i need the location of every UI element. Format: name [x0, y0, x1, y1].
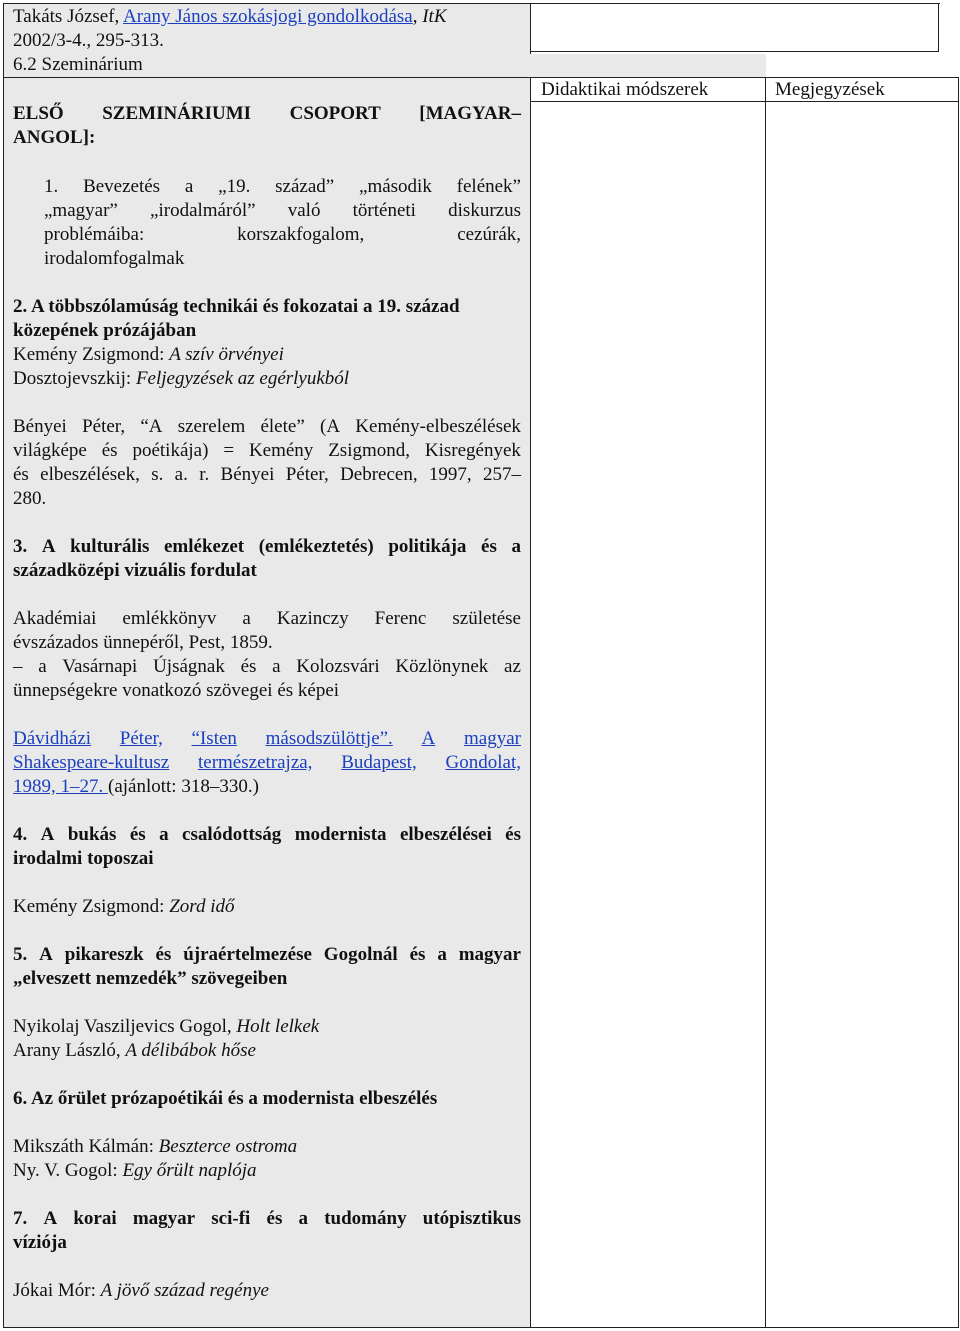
- border-topright-box-bottom: [530, 51, 939, 52]
- header-notes: Megjegyzések: [775, 79, 885, 100]
- border-top: [4, 3, 940, 4]
- text-word: a: [184, 176, 194, 197]
- text-word: modernista: [294, 824, 387, 845]
- text-word: és: [240, 656, 257, 677]
- text-word: A: [41, 536, 56, 557]
- text-word: Feljegyzések az egérlyukból: [135, 368, 350, 389]
- text-word: =: [223, 440, 235, 461]
- text-word: Akadémiai: [13, 608, 97, 629]
- text-word: Budapest,: [341, 752, 417, 773]
- text-word: csalódottság: [182, 824, 282, 845]
- text-word: és: [101, 440, 118, 461]
- text-word: Kemény Zsigmond:: [13, 896, 170, 917]
- text-word: Dávidházi: [13, 728, 92, 749]
- text-word: való: [287, 200, 321, 221]
- text-word: század”: [275, 176, 335, 197]
- text-word: Péter,: [119, 728, 163, 749]
- text-word: Dosztojevszkij:: [13, 368, 136, 389]
- topic3-link-line1[interactable]: [13, 727, 521, 751]
- text-word: és: [505, 824, 521, 845]
- text-word: Kemény: [248, 440, 314, 461]
- border-col1-right: [530, 77, 531, 1328]
- topic6-reading1: [13, 1135, 297, 1159]
- topic2-ref-line3: [13, 463, 521, 487]
- text-word: Bevezetés: [83, 176, 161, 197]
- topic3-src-line3: [13, 655, 521, 679]
- topic3-link-pages[interactable]: 1989, 1–27.: [13, 776, 108, 797]
- text-word: Bényei: [220, 464, 275, 485]
- topic3-recommended: (ajánlott: 318–330.): [108, 776, 259, 797]
- text-word: felének”: [456, 176, 521, 197]
- text-word: A szív örvényei: [169, 344, 284, 365]
- text-word: CSOPORT: [289, 103, 381, 124]
- text-word: elbeszélései: [399, 824, 492, 845]
- text-word: A délibábok hőse: [125, 1040, 256, 1061]
- topic6-reading2: [13, 1159, 257, 1183]
- text-word: világképe: [13, 440, 87, 461]
- topic3-title-line2: századközépi vizuális fordulat: [13, 560, 257, 581]
- text-word: magyar: [463, 728, 521, 749]
- text-word: Ferenc: [374, 608, 427, 629]
- text-word: magyar: [132, 1208, 196, 1229]
- topic3-src-line4: ünnepségekre vonatkozó szövegei és képei: [13, 680, 340, 701]
- topic2-ref-line4: 280.: [13, 488, 47, 509]
- text-word: a: [38, 656, 47, 677]
- text-word: pikareszk: [64, 944, 144, 965]
- text-word: A jövő század regénye: [100, 1280, 269, 1301]
- topic4-reading1: [13, 895, 235, 919]
- topic5-title-line2: „elveszett nemzedék” szövegeiben: [13, 968, 288, 989]
- text-word: Egy őrült naplója: [122, 1160, 257, 1181]
- topic3-title-line1: [13, 535, 521, 559]
- text-word: másodszülöttje”.: [265, 728, 393, 749]
- text-word: [MAGYAR–: [419, 103, 521, 124]
- text-word: szerelem: [177, 416, 246, 437]
- text-word: Jókai Mór:: [13, 1280, 101, 1301]
- topic2-ref-line1: [13, 415, 521, 439]
- text-word: tudomány: [324, 1208, 407, 1229]
- text-word: a.: [174, 464, 188, 485]
- citation-link[interactable]: Arany János szokásjogi gondolkodása: [123, 6, 413, 27]
- text-word: Újságnak: [153, 656, 225, 677]
- text-word: elbeszélések,: [40, 464, 140, 485]
- text-word: Kolozsvári: [296, 656, 380, 677]
- citation-sep: ,: [412, 6, 423, 27]
- text-word: korszakfogalom,: [237, 224, 365, 245]
- text-word: „19.: [218, 176, 251, 197]
- text-word: 4.: [13, 824, 28, 845]
- text-word: cezúrák,: [457, 224, 521, 245]
- text-word: ELSŐ: [13, 103, 64, 124]
- text-word: kulturális: [70, 536, 150, 557]
- text-word: a: [511, 536, 521, 557]
- text-word: „magyar”: [44, 200, 118, 221]
- text-word: utópisztikus: [422, 1208, 521, 1229]
- text-word: Arany László,: [13, 1040, 126, 1061]
- text-word: a: [298, 1208, 309, 1229]
- topic4-title-line2: irodalmi toposzai: [13, 848, 154, 869]
- border-col3-right: [958, 77, 959, 1328]
- group-line1: [13, 102, 521, 126]
- topic7-reading1: [13, 1279, 269, 1303]
- text-word: A: [39, 944, 53, 965]
- text-word: (emlékeztetés): [258, 536, 374, 557]
- header-methods: Didaktikai módszerek: [541, 79, 709, 100]
- text-word: természetrajza,: [197, 752, 313, 773]
- text-word: történeti: [352, 200, 416, 221]
- text-word: diskurzus: [448, 200, 521, 221]
- text-word: s.: [151, 464, 164, 485]
- text-word: és: [129, 824, 146, 845]
- text-word: Péter,: [285, 464, 329, 485]
- topic3-link-line3: [13, 775, 259, 799]
- text-word: A: [43, 1208, 58, 1229]
- text-word: Kisregények: [424, 440, 521, 461]
- topic5-reading1: [13, 1015, 319, 1039]
- text-word: Bényei: [13, 416, 67, 437]
- citation-line2: 2002/3-4., 295-313.: [13, 30, 164, 51]
- topic5-title-line1: [13, 943, 521, 967]
- topic7-title-line1: [13, 1207, 521, 1231]
- border-topright-box-right: [938, 3, 939, 52]
- text-word: újraértelmezése: [183, 944, 312, 965]
- section-title: 6.2 Szeminárium: [13, 54, 143, 75]
- border-col2-right: [765, 77, 766, 1328]
- text-word: r.: [199, 464, 210, 485]
- text-word: Kazinczy: [276, 608, 349, 629]
- text-word: magyar: [458, 944, 521, 965]
- text-word: Holt lelkek: [236, 1016, 320, 1037]
- topic1-line3: [44, 223, 521, 247]
- border-left: [3, 3, 4, 1328]
- text-word: és: [409, 944, 426, 965]
- text-word: Zord idő: [169, 896, 235, 917]
- text-word: 1.: [44, 176, 59, 197]
- text-word: élete”: [260, 416, 305, 437]
- text-word: Zsigmond,: [328, 440, 411, 461]
- text-word: és: [155, 944, 172, 965]
- text-word: a: [242, 608, 251, 629]
- text-word: emlékkönyv: [122, 608, 217, 629]
- text-word: Nyikolaj Vasziljevics Gogol,: [13, 1016, 237, 1037]
- text-word: Debrecen,: [340, 464, 418, 485]
- text-word: Közlönynek: [395, 656, 489, 677]
- topic6-title: 6. Az őrület prózapoétikái és a modernista elbeszélés: [13, 1088, 438, 1109]
- group-line2: ANGOL]:: [13, 127, 96, 148]
- text-word: bukás: [67, 824, 117, 845]
- text-word: és: [481, 536, 497, 557]
- text-word: 5.: [13, 944, 28, 965]
- text-word: (A: [320, 416, 341, 437]
- text-word: 257–: [483, 464, 521, 485]
- text-word: a: [159, 824, 169, 845]
- citation-line1: [13, 5, 447, 29]
- text-word: Kemény Zsigmond:: [13, 344, 170, 365]
- text-word: az: [504, 656, 521, 677]
- text-word: Gogolnál: [323, 944, 398, 965]
- topic3-src-line2: évszázados ünnepéről, Pest, 1859.: [13, 632, 273, 653]
- text-word: “Isten: [191, 728, 237, 749]
- topic7-title-line2: víziója: [13, 1232, 67, 1253]
- text-word: és: [266, 1208, 283, 1229]
- topic3-link-line2[interactable]: [13, 751, 521, 775]
- text-word: emlékezet: [163, 536, 245, 557]
- text-word: problémáiba:: [44, 224, 145, 245]
- text-word: Shakespeare-kultusz: [13, 752, 170, 773]
- citation-journal: ItK: [422, 6, 447, 27]
- text-word: Ny. V. Gogol:: [13, 1160, 123, 1181]
- text-word: 3.: [13, 536, 28, 557]
- topic2-title-line1: 2. A többszólamúság technikái és fokozatai a 19. század: [13, 296, 460, 317]
- text-word: a: [437, 944, 447, 965]
- text-word: Kemény-elbeszélések: [355, 416, 521, 437]
- text-word: “A: [140, 416, 163, 437]
- border-bottom: [3, 1327, 959, 1328]
- text-word: politikája: [388, 536, 467, 557]
- topic5-reading2: [13, 1039, 256, 1063]
- text-word: Péter,: [82, 416, 126, 437]
- text-word: születése: [452, 608, 521, 629]
- topic1-line4: irodalomfogalmak: [44, 248, 185, 269]
- text-word: SZEMINÁRIUMI: [102, 103, 252, 124]
- text-word: A: [40, 824, 55, 845]
- text-word: sci-fi: [211, 1208, 251, 1229]
- topic2-ref-line2: [13, 439, 521, 463]
- text-word: a: [272, 656, 281, 677]
- text-word: Vasárnapi: [62, 656, 138, 677]
- text-word: Mikszáth Kálmán:: [13, 1136, 159, 1157]
- topic4-title-line1: [13, 823, 521, 847]
- text-word: 1997,: [428, 464, 472, 485]
- topic2-title-line2: közepének prózájában: [13, 320, 197, 341]
- topic2-reading2: [13, 367, 349, 391]
- text-word: Beszterce ostroma: [158, 1136, 298, 1157]
- topic1-line2: [44, 199, 521, 223]
- text-word: „irodalmáról”: [150, 200, 256, 221]
- text-word: Gondolat,: [445, 752, 521, 773]
- text-word: „második: [359, 176, 432, 197]
- text-word: 7.: [13, 1208, 28, 1229]
- text-word: A: [421, 728, 436, 749]
- text-word: korai: [73, 1208, 117, 1229]
- text-word: –: [13, 656, 23, 677]
- text-word: poétikája): [132, 440, 209, 461]
- citation-author: Takáts József,: [13, 6, 124, 27]
- text-word: és: [13, 464, 29, 485]
- topic2-reading1: [13, 343, 284, 367]
- border-citation-right: [530, 3, 531, 54]
- topic3-src-line1: [13, 607, 521, 631]
- topic1-line1: [44, 175, 521, 199]
